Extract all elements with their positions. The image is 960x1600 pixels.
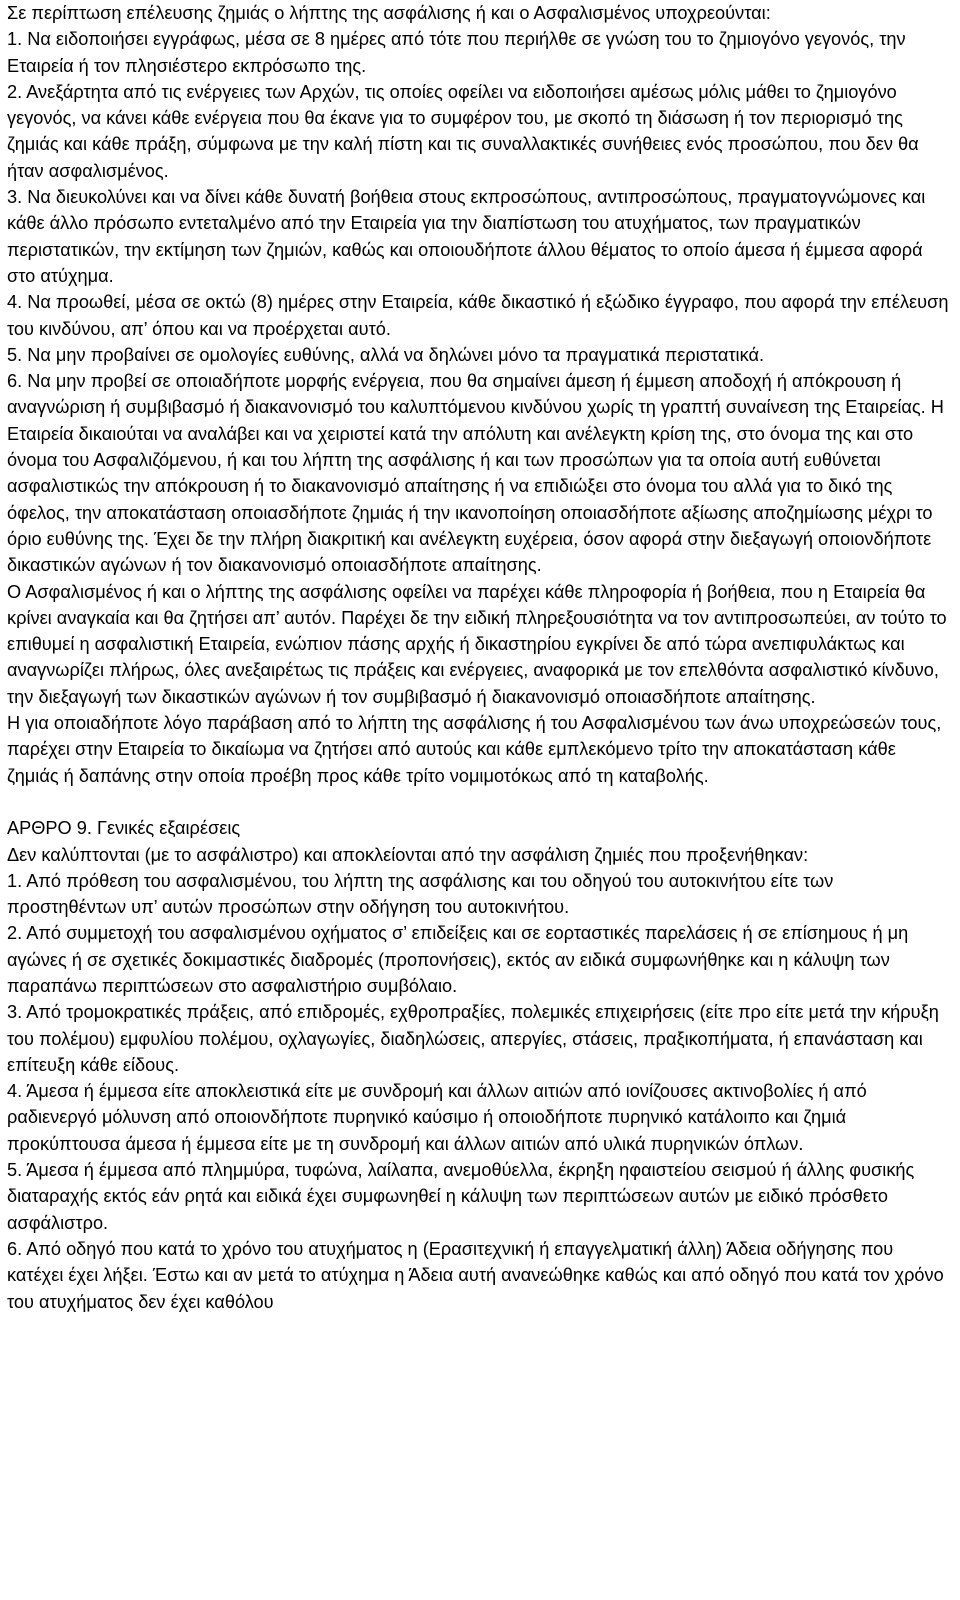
- breach-paragraph: Η για οποιαδήποτε λόγο παράβαση από το λήπτη της ασφάλισης ή του Ασφαλισμένου των άνω υποχρεώσεών τους, παρέχει στην Εταιρεία το δικαίωμα να ζητήσει από αυτούς και κάθε εμπλεκόμενο τρίτο την αποκατάσταση κάθε ζημιάς ή δαπάνης στην οποία προέβη προς κάθε τρίτο νομιμοτόκως από τη καταβολής.: [7, 713, 942, 786]
- document-page: [7, 0, 952, 1315]
- exclusion-item-5: 5. Άμεσα ή έμμεσα από πλημμύρα, τυφώνα, λαίλαπα, ανεμοθύελλα, έκρηξη ηφαιστείου σεισμού ή άλλης φυσικής διαταραχής εκτός εάν ρητά και ειδικά έχει συμφωνηθεί η κάλυψη των περιπτώσεων αυτών με ειδικό πρόσθετο ασφάλιστρο.: [7, 1160, 915, 1233]
- obligations-intro: Σε περίπτωση επέλευσης ζημιάς ο λήπτης της ασφάλισης ή και ο Ασφαλισμένος υποχρεούνται:: [7, 3, 771, 23]
- obligation-item-2: 2. Ανεξάρτητα από τις ενέργειες των Αρχών, τις οποίες οφείλει να ειδοποιήσει αμέσως μόλις μάθει το ζημιογόνο γεγονός, να κάνει κάθε ενέργεια που θα έκανε για το συμφέρον του, με σκοπό τη διάσωση ή τον περιορισμό της ζημιάς και κάθε πράξη, σύμφωνα με την καλή πίστη και τις συναλλακτικές συνήθειες ενός προσώπου, που δεν θα ήταν ασφαλισμένος.: [7, 81, 919, 181]
- obligation-item-3: 3. Να διευκολύνει και να δίνει κάθε δυνατή βοήθεια στους εκπροσώπους, αντιπροσώπους, πραγματογνώμονες και κάθε άλλο πρόσωπο εντεταλμένο από την Εταιρεία για την διαπίστωση του ατυχήματος, των πραγματικών περιστατικών, την εκτίμηση των ζημιών, καθώς και οποιουδήποτε άλλου θέματος το οποίο άμεσα ή έμμεσα αφορά στο ατύχημα.: [7, 187, 926, 286]
- exclusion-item-4: 4. Άμεσα ή έμμεσα είτε αποκλειστικά είτε με συνδρομή και άλλων αιτιών από ιονίζουσες ακτινοβολίες ή από ραδιενεργό μόλυνση από οποιονδήποτε πυρηνικό καύσιμο ή οποιοδήποτε πυρηνικό κατάλοιπο και ζημιά προκύπτουσα άμεσα ή έμμεσα είτε με τη συνδρομή και άλλων αιτιών από υλικά πυρηνικών όπλων.: [7, 1081, 867, 1154]
- article-title: ΑΡΘΡΟ 9. Γενικές εξαιρέσεις: [7, 818, 241, 839]
- exclusion-item-1: 1. Από πρόθεση του ασφαλισμένου, του λήπτη της ασφάλισης και του οδηγού του αυτοκινήτου είτε των προστηθέντων υπ’ αυτών προσώπων στην οδήγηση του αυτοκινήτου.: [7, 870, 834, 918]
- exclusion-item-6: 6. Από οδηγό που κατά το χρόνο του ατυχήματος η (Ερασιτεχνική ή επαγγελματική άλλη) Άδεια οδήγησης που κατέχει έχει λήξει. Έστω και αν μετά το ατύχημα η Άδεια αυτή ανανεώθηκε καθώς και από οδηγό που κατά τον χρόνο του ατυχήματος δεν έχει καθόλου: [7, 1238, 944, 1312]
- obligation-item-6: 6. Να μην προβεί σε οποιαδήποτε μορφής ενέργεια, που θα σημαίνει άμεση ή έμμεση αποδοχή ή απόκρουση ή αναγνώριση ή συμβιβασμό ή διακανονισμό του καλυπτόμενου κινδύνου χωρίς τη γραπτή συναίνεση της Εταιρείας. Η Εταιρεία δικαιούται να αναλάβει και να χειριστεί κατά την απόλυτη και ανέλεγκτη κρίση της, στο όνομα της και στο όνομα του Ασφαλιζόμενου, ή και του λήπτη της ασφάλισης ή και των προσώπων για τα οποία αυτή ευθύνεται ασφαλιστικώς την απόκρουση ή το διακανονισμό απαίτησης ή να επιδιώξει στο όνομα του αλλά για το δικό της όφελος, την αποκατάσταση οποιασδήποτε ζημιάς ή την ικανοποίηση οποιασδήποτε αξίωσης αποζημίωσης μέχρι το όριο ευθύνης της. Έχει δε την πλήρη διακριτική και ανέλεγκτη ευχέρεια, όσον αφορά στην διεξαγωγή οποιονδήποτε δικαστικών αγώνων ή τον διακανονισμό οποιασδήποτε απαίτησης.: [7, 371, 944, 576]
- article-intro: Δεν καλύπτονται (με το ασφάλιστρο) και αποκλείονται από την ασφάλιση ζημιές που προξενήθηκαν:: [7, 844, 809, 865]
- exclusion-item-2: 2. Από συμμετοχή του ασφαλισμένου οχήματος σ’ επιδείξεις και σε εορταστικές παρελάσεις ή σε επίσημους ή μη αγώνες ή σε σχετικές δοκιμαστικές διαδρομές (προπονήσεις), εκτός αν ειδικά συμφωνήθηκε και η κάλυψη των παραπάνω περιπτώσεων στο ασφαλιστήριο συμβόλαιο.: [7, 923, 909, 996]
- exclusion-item-3: 3. Από τρομοκρατικές πράξεις, από επιδρομές, εχθροπραξίες, πολεμικές επιχειρήσεις (είτε προ είτε μετά την κήρυξη του πολέμου) εμφυλίου πολέμου, οχλαγωγίες, διαδηλώσεις, απεργίες, στάσεις, πραξικοπήματα, ή επανάσταση και επίτευξη κάθε είδους.: [7, 1002, 939, 1075]
- cooperation-paragraph: Ο Ασφαλισμένος ή και ο λήπτης της ασφάλισης οφείλει να παρέχει κάθε πληροφορία ή βοήθεια, που η Εταιρεία θα κρίνει αναγκαία και θα ζητήσει απ’ αυτόν. Παρέχει δε την ειδική πληρεξουσιότητα να τον αντιπροσωπεύει, αν τούτο το επιθυμεί η ασφαλιστική Εταιρεία, ενώπιον πάσης αρχής ή δικαστηρίου εγκρίνει δε από τώρα ανεπιφυλάκτως και αναγνωρίζει πλήρως, όλες ανεξαιρέτως τις πράξεις και ενέργειες, αναφορικά με τον επελθόντα ασφαλιστικό κίνδυνο, την διεξαγωγή των δικαστικών αγώνων ή τον συμβιβασμό ή διακανονισμό οποιασδήποτε απαίτησης.: [7, 581, 947, 707]
- obligation-item-4: 4. Να προωθεί, μέσα σε οκτώ (8) ημέρες στην Εταιρεία, κάθε δικαστικό ή εξώδικο έγγραφο, που αφορά την επέλευση του κινδύνου, απ’ όπου και να προέρχεται αυτό.: [7, 292, 949, 339]
- paragraph-spacer: [7, 789, 952, 815]
- obligation-item-1: 1. Να ειδοποιήσει εγγράφως, μέσα σε 8 ημέρες από τότε που περιήλθε σε γνώση του το ζημιογόνο γεγονός, την Εταιρεία ή τον πλησιέστερο εκπρόσωπο της.: [7, 29, 906, 76]
- obligation-item-5: 5. Να μην προβαίνει σε ομολογίες ευθύνης, αλλά να δηλώνει μόνο τα πραγματικά περιστατικά.: [7, 344, 765, 365]
